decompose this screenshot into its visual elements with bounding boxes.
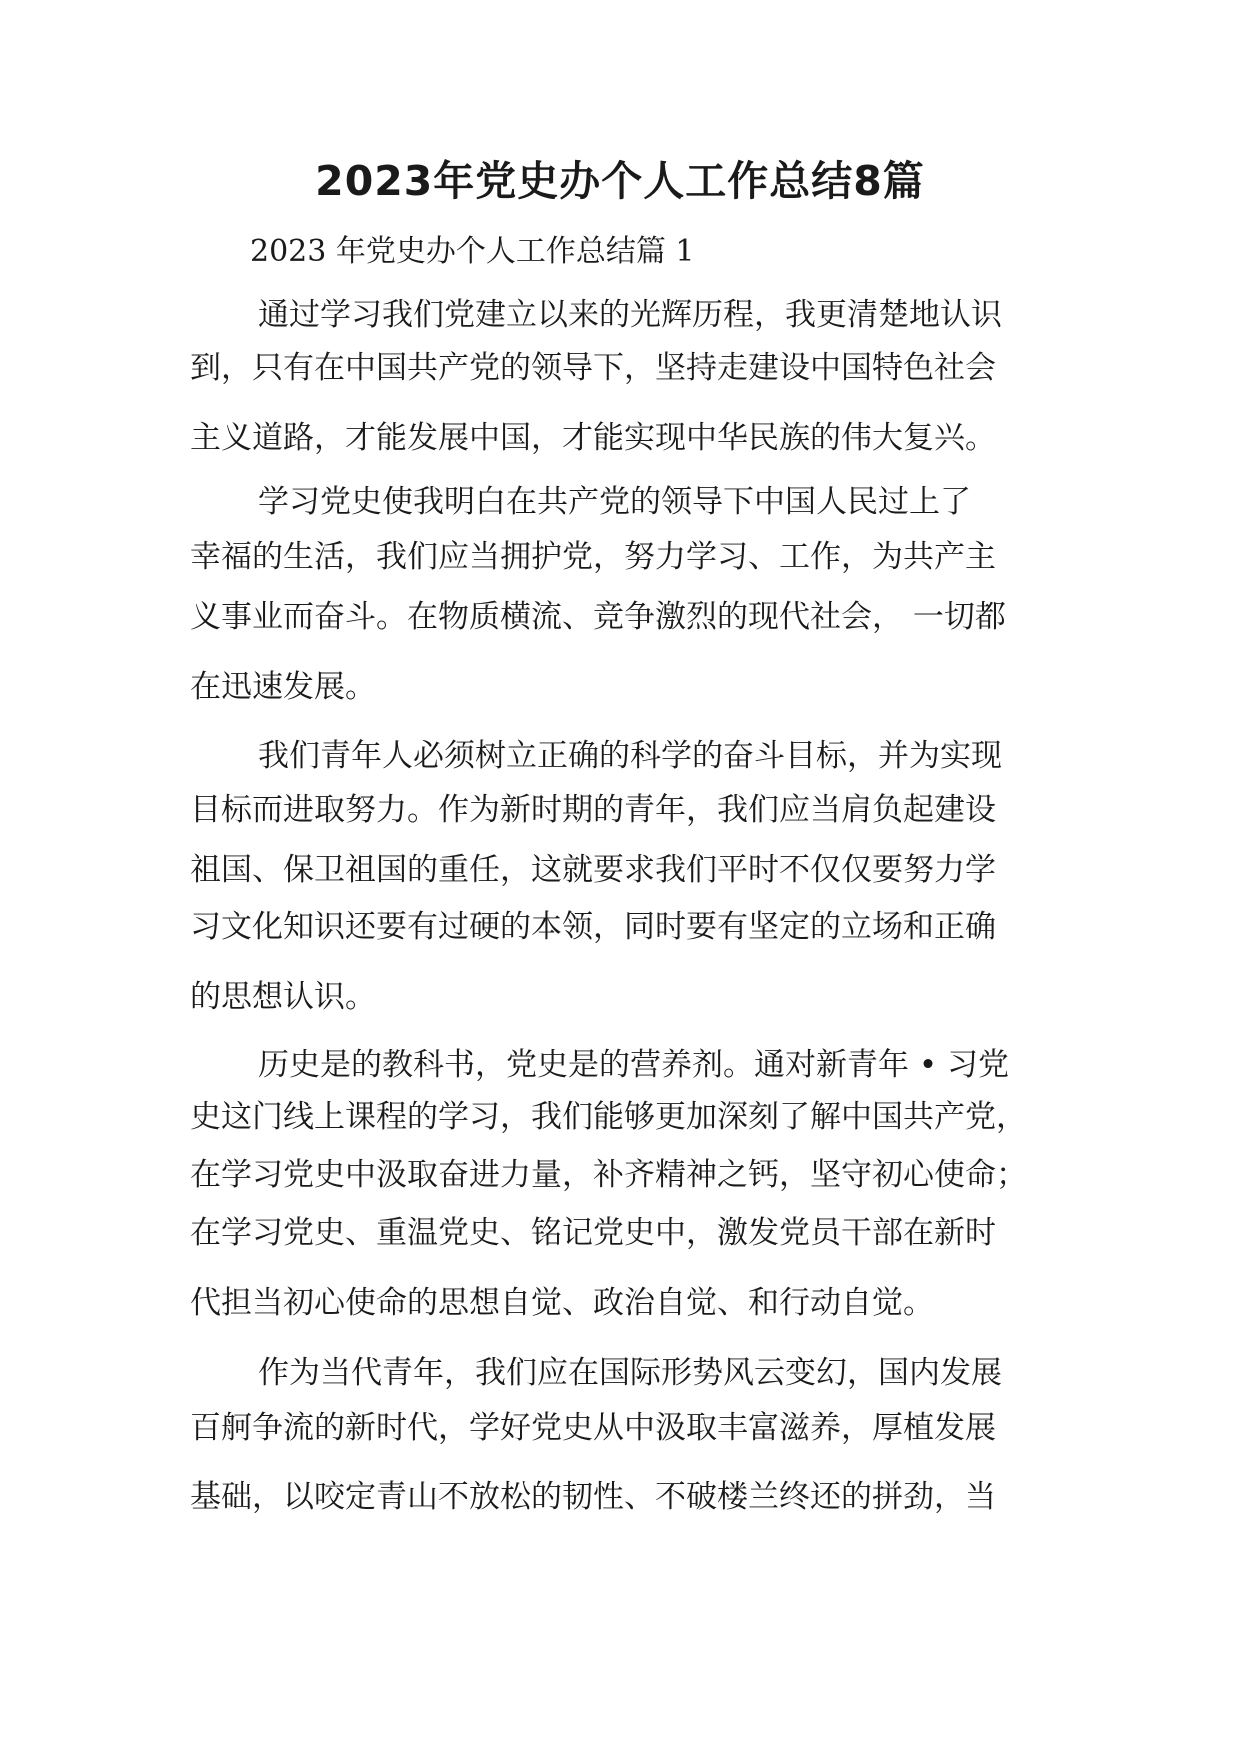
paragraph-5-line-2: 百舸争流的新时代，学好党史从中汲取丰富滋养，厚植发展: [190, 1410, 996, 1446]
paragraph-3-line-4: 习文化知识还要有过硬的本领，同时要有坚定的立场和正确: [190, 909, 996, 945]
paragraph-2-line-3: 义事业而奋斗。在物质横流、竞争激烈的现代社会， 一切都: [190, 599, 1006, 635]
paragraph-3-line-2: 目标而进取努力。作为新时期的青年，我们应当肩负起建设: [190, 792, 996, 828]
paragraph-2-line-1: 学习党史使我明白在共产党的领导下中国人民过上了: [258, 484, 971, 520]
paragraph-1-line-1: 通过学习我们党建立以来的光辉历程，我更清楚地认识: [258, 297, 1002, 333]
paragraph-1-line-3: 主义道路，才能发展中国，才能实现中华民族的伟大复兴。: [190, 420, 996, 456]
paragraph-4-line-4: 在学习党史、重温党史、铭记党史中，激发党员干部在新时: [190, 1215, 996, 1251]
paragraph-3-line-1: 我们青年人必须树立正确的科学的奋斗目标，并为实现: [258, 738, 1002, 774]
document-title: 2023年党史办个人工作总结8篇: [315, 157, 925, 205]
paragraph-3-line-5: 的思想认识。: [190, 979, 376, 1015]
section-heading: 2023 年党史办个人工作总结篇 1: [250, 234, 695, 269]
paragraph-3-line-3: 祖国、保卫祖国的重任，这就要求我们平时不仅仅要努力学: [190, 852, 996, 888]
paragraph-4-line-1: 历史是的教科书，党史是的营养剂。通对新青年 • 习党: [258, 1047, 1009, 1083]
paragraph-5-line-1: 作为当代青年，我们应在国际形势风云变幻，国内发展: [258, 1355, 1002, 1391]
paragraph-1-line-2: 到，只有在中国共产党的领导下，坚持走建设中国特色社会: [190, 350, 996, 386]
paragraph-4-line-5: 代担当初心使命的思想自觉、政治自觉、和行动自觉。: [190, 1285, 934, 1321]
paragraph-4-line-2: 史这门线上课程的学习，我们能够更加深刻了解中国共产党，: [190, 1099, 1027, 1135]
paragraph-5-line-3: 基础，以咬定青山不放松的韧性、不破楼兰终还的拼劲，当: [190, 1479, 996, 1515]
paragraph-2-line-4: 在迅速发展。: [190, 669, 376, 705]
paragraph-4-line-3: 在学习党史中汲取奋进力量，补齐精神之钙，坚守初心使命；: [190, 1157, 1027, 1193]
paragraph-2-line-2: 幸福的生活，我们应当拥护党，努力学习、工作，为共产主: [190, 539, 996, 575]
